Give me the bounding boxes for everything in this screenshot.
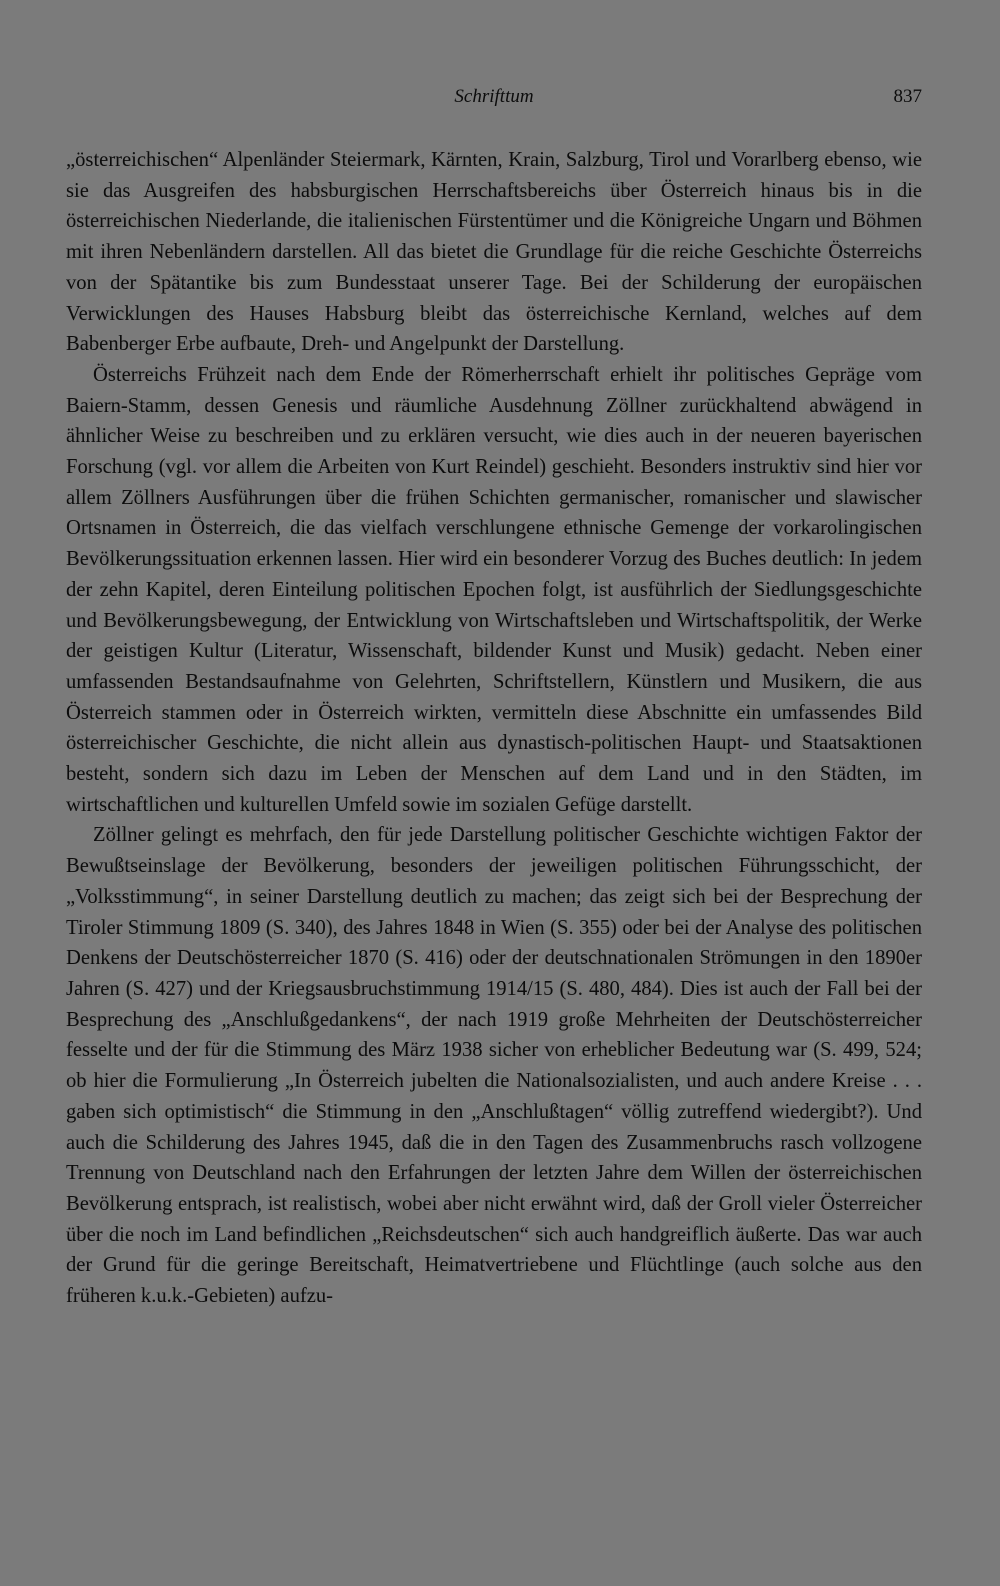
- paragraph-1: „österreichischen“ Alpenländer Steiermark, Kärnten, Krain, Salzburg, Tirol und Vorarlberg ebenso, wie sie das Ausgreifen des habsburgischen Herrschaftsbereichs über Österreich hinaus bis in die österreichischen Niederlande, die italienischen Fürstentümer und die Königreiche Ungarn und Böhmen mit ihren Nebenländern darstellen. All das bietet die Grundlage für die reiche Geschichte Österreichs von der Spätantike bis zum Bundesstaat unserer Tage. Bei der Schilderung der europäischen Verwicklungen des Hauses Habsburg bleibt das österreichische Kernland, welches auf dem Babenberger Erbe aufbaute, Dreh- und Angelpunkt der Darstellung.: [66, 149, 922, 356]
- body-text: [66, 145, 922, 1312]
- paragraph-3: Zöllner gelingt es mehrfach, den für jede Darstellung politischer Geschichte wichtigen Faktor der Bewußtseinslage der Bevölkerung, besonders der jeweiligen politischen Führungsschicht, der „Volksstimmung“, in seiner Darstellung deutlich zu machen; das zeigt sich bei der Besprechung der Tiroler Stimmung 1809 (S. 340), des Jahres 1848 in Wien (S. 355) oder bei der Analyse des politischen Denkens der Deutschösterreicher 1870 (S. 416) oder der deutschnationalen Strömungen in den 1890er Jahren (S. 427) und der Kriegsausbruchstimmung 1914/15 (S. 480, 484). Dies ist auch der Fall bei der Besprechung des „Anschlußgedankens“, der nach 1919 große Mehrheiten der Deutschösterreicher fesselte und der für die Stimmung des März 1938 sicher von erheblicher Bedeutung war (S. 499, 524; ob hier die Formulierung „In Österreich jubelten die Nationalsozialisten, und auch andere Kreise . . . gaben sich optimistisch“ die Stimmung in den „Anschlußtagen“ völlig zutreffend wiedergibt?). Und auch die Schilderung des Jahres 1945, daß die in den Tagen des Zusammenbruchs rasch vollzogene Trennung von Deutschland nach den Erfahrungen der letzten Jahre dem Willen der österreichischen Bevölkerung entsprach, ist realistisch, wobei aber nicht erwähnt wird, daß der Groll vieler Österreicher über die noch im Land befindlichen „Reichsdeutschen“ sich auch handgreiflich äußerte. Das war auch der Grund für die geringe Bereitschaft, Heimatvertriebene und Flüchtlinge (auch solche aus den früheren k.u.k.-Gebieten) aufzu-: [66, 824, 922, 1308]
- paragraph-2: Österreichs Frühzeit nach dem Ende der Römerherrschaft erhielt ihr politisches Gepräge vom Baiern-Stamm, dessen Genesis und räumliche Ausdehnung Zöllner zurückhaltend abwägend in ähnlicher Weise zu beschreiben und zu erklären versucht, wie dies auch in der neueren bayerischen Forschung (vgl. vor allem die Arbeiten von Kurt Reindel) geschieht. Besonders instruktiv sind hier vor allem Zöllners Ausführungen über die frühen Schichten germanischer, romanischer und slawischer Ortsnamen in Österreich, die das vielfach verschlungene ethnische Gemenge der vorkarolingischen Bevölkerungssituation erkennen lassen. Hier wird ein besonderer Vorzug des Buches deutlich: In jedem der zehn Kapitel, deren Einteilung politischen Epochen folgt, ist ausführlich der Siedlungsgeschichte und Bevölkerungsbewegung, der Entwicklung von Wirtschaftsleben und Wirtschaftspolitik, der Werke der geistigen Kultur (Literatur, Wissenschaft, bildender Kunst und Musik) gedacht. Neben einer umfassenden Bestandsaufnahme von Gelehrten, Schriftstellern, Künstlern und Musikern, die aus Österreich stammen oder in Österreich wirkten, vermitteln diese Abschnitte ein umfassendes Bild österreichischer Geschichte, die nicht allein aus dynastisch-politischen Haupt- und Staatsaktionen besteht, sondern sich dazu im Leben der Menschen auf dem Land und in den Städten, im wirtschaftlichen und kulturellen Umfeld sowie im sozialen Gefüge darstellt.: [66, 363, 922, 816]
- running-header: [66, 84, 922, 112]
- running-title: Schrifttum: [454, 86, 534, 107]
- page-number: 837: [893, 86, 922, 107]
